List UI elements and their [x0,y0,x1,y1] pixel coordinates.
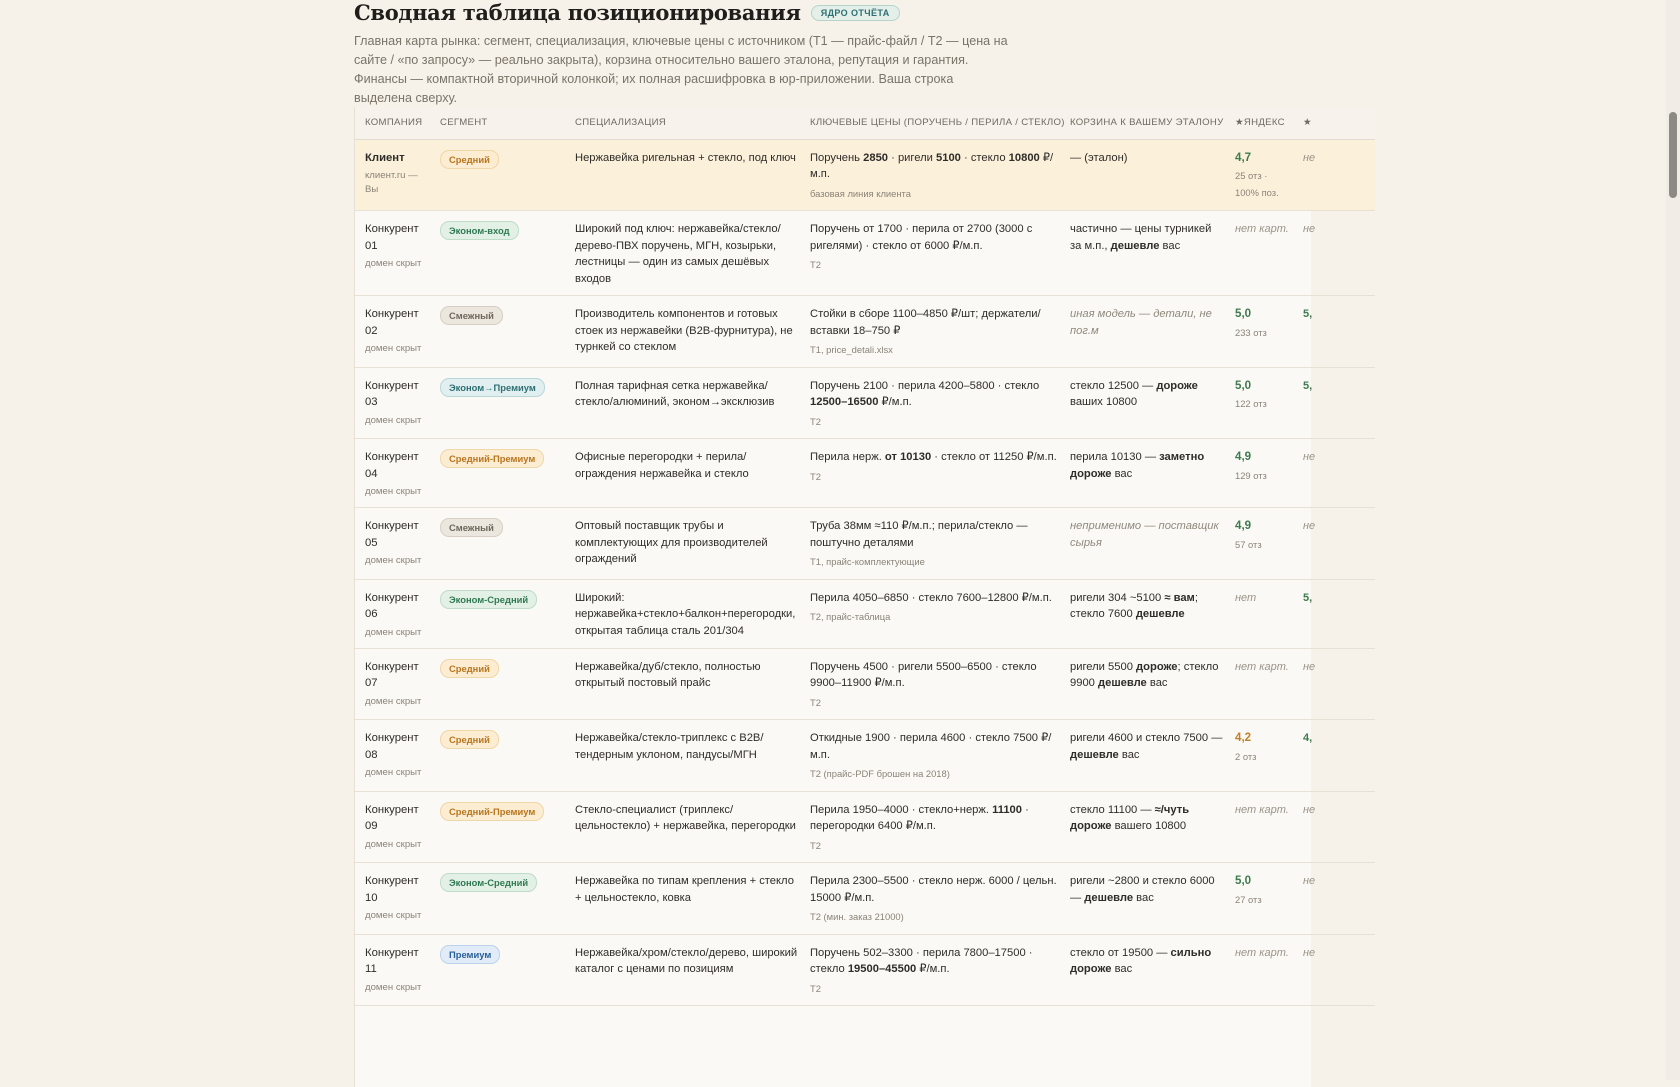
price-source: T2 [810,839,821,851]
company-domain: домен скрыт [365,626,422,638]
review-count: 2 отз [1235,750,1257,762]
basket-cell: — (эталон) [1060,139,1225,211]
scrollbar-thumb[interactable] [1669,112,1677,198]
company-name: Конкурент 01 [365,223,419,252]
rating-cell [1225,934,1293,1006]
price-source: T2 [810,982,821,994]
extra-rating: 5, [1303,591,1313,604]
company-cell [355,791,430,863]
company-cell [355,579,430,648]
company-name: Конкурент 02 [365,308,419,337]
extra-rating-cell [1293,367,1375,439]
price-source: T2 (мин. заказ 21000) [810,911,904,922]
basket-cell: стекло 12500 — дороже ваших 10800 [1060,367,1225,439]
company-domain: клиент.ru — Вы [365,170,418,195]
basket-cell: иная модель — детали, не пог.м [1060,296,1225,368]
review-count: 233 отз [1235,326,1267,338]
price-source: T2 [810,259,821,270]
segment-badge: Премиум [440,945,500,964]
segment-badge: Эконом-Средний [440,873,537,892]
company-cell [355,139,430,211]
segment-badge: Средний [440,150,499,169]
table-row[interactable] [355,296,1375,368]
specialization-cell: Нержавейка/хром/стекло/дерево, широкий каталог с ценами по позициям [565,934,800,1006]
extra-rating-cell [1293,934,1375,1006]
lead-paragraph: Главная карта рынка: сегмент, специализация, ключевые цены с источником (T1 — прайс-файл / T2 — цена на сайте / «по запросу» — реально закрыта), корзина относительно вашего эталона, репутация и гарантия. Финансы — компактной вторичной колонкой; их полная расшифровка в юр-приложении. Ваша строка выделена сверху. [354,34,1008,105]
page-scrollbar[interactable] [1666,0,1680,1080]
extra-rating-cell [1293,139,1375,211]
company-name: Конкурент 09 [365,803,419,832]
company-domain: домен скрыт [365,838,422,850]
column-header-segment[interactable]: СЕГМЕНТ [430,107,565,139]
segment-cell [430,934,565,1006]
segment-badge: Средний [440,659,499,678]
yandex-rating: 4,7 [1235,150,1252,164]
prices-cell [800,720,1060,792]
company-domain: домен скрыт [365,414,422,426]
key-prices: Перила 1950–4000 · стекло+нерж. 11100 · перегородки 6400 ₽/м.п. [810,803,1029,832]
segment-cell [430,367,565,439]
segment-badge: Смежный [440,518,503,537]
extra-rating-cell [1293,211,1375,296]
specialization-cell: Нержавейка/дуб/стекло, полностью открытый постовый прайс [565,648,800,720]
rating-cell [1225,791,1293,863]
basket-cell: неприменимо — поставщик сырья [1060,508,1225,580]
segment-cell [430,211,565,296]
page-title: Сводная таблица позиционирования [354,0,801,25]
basket-cell: стекло 11100 — ≈/чуть дороже вашего 10800 [1060,791,1225,863]
rating-cell [1225,579,1293,648]
specialization-cell: Нержавейка/стекло-триплекс с B2B/тендерным уклоном, пандусы/МГН [565,720,800,792]
rating-cell [1225,863,1293,935]
company-domain: домен скрыт [365,343,422,354]
extra-rating: не [1303,660,1316,673]
prices-cell [800,863,1060,935]
segment-badge: Эконом-вход [440,221,519,240]
company-domain: домен скрыт [365,555,422,566]
price-source: T2 [810,696,821,708]
key-prices: Поручень 2100 · перила 4200–5800 · стекло 12500–16500 ₽/м.п. [810,379,1040,408]
price-source: T2 [810,470,821,482]
price-source: T1, price_detali.xlsx [810,344,893,355]
client-row[interactable] [355,139,1375,211]
column-header-key-prices[interactable]: КЛЮЧЕВЫЕ ЦЕНЫ (ПОРУЧЕНЬ / ПЕРИЛА / СТЕКЛО) [800,107,1060,139]
rating-cell [1225,211,1293,296]
segment-cell [430,863,565,935]
yandex-rating: 4,9 [1235,519,1252,532]
key-prices: Поручень 2850 · ригели 5100 · стекло 10800 ₽/м.п. [810,151,1054,180]
basket-cell: перила 10130 — заметно дороже вас [1060,439,1225,508]
segment-badge: Средний [440,730,499,749]
table-row[interactable] [355,211,1375,296]
specialization-cell: Нержавейка по типам крепления + стекло + цельностекло, ковка [565,863,800,935]
key-prices: Стойки в сборе 1100–4850 ₽/шт; держатели/вставки 18–750 ₽ [810,308,1041,337]
company-name: Конкурент 08 [365,732,419,761]
prices-cell [800,791,1060,863]
rating-cell [1225,367,1293,439]
basket-cell: ригели 304 ~5100 ≈ вам; стекло 7600 дешевле [1060,579,1225,648]
extra-rating: не [1303,520,1316,532]
report-section [354,0,1314,108]
positioning-table-container[interactable] [354,107,1316,1087]
segment-cell [430,139,565,211]
segment-cell [430,296,565,368]
rating-none: нет карт. [1235,660,1289,673]
key-prices: Поручень 4500 · ригели 5500–6500 · стекло 9900–11900 ₽/м.п. [810,660,1037,689]
key-prices: Труба 38мм ≈110 ₽/м.п.; перила/стекло — поштучно деталями [810,520,1028,549]
rating-none: нет карт. [1235,223,1289,235]
basket-cell: частично — цены турникей за м.п., дешевле вас [1060,211,1225,296]
extra-rating: не [1303,946,1316,959]
extra-rating-cell [1293,863,1375,935]
company-cell [355,934,430,1006]
segment-cell [430,579,565,648]
specialization-cell: Широкий под ключ: нержавейка/стекло/дерево-ПВХ поручень, МГН, козырьки, лестницы — один из самых дешёвых входов [565,211,800,296]
segment-badge: Средний-Премиум [440,802,544,821]
rating-cell [1225,139,1293,211]
company-name: Конкурент 11 [365,946,419,975]
rating-cell [1225,439,1293,508]
column-header-company[interactable]: КОМПАНИЯ [355,107,430,139]
table-row[interactable] [355,508,1375,580]
extra-rating: 5, [1303,379,1313,392]
company-domain: домен скрыт [365,258,422,269]
extra-rating: не [1303,875,1316,887]
rating-none: нет карт. [1235,803,1289,816]
review-count: 129 отз [1235,469,1267,481]
review-count: 122 отз [1235,398,1267,409]
prices-cell [800,934,1060,1006]
basket-cell: ригели 4600 и стекло 7500 — дешевле вас [1060,720,1225,792]
rating-cell [1225,296,1293,368]
company-name: Конкурент 07 [365,660,419,689]
extra-rating: не [1303,223,1316,235]
price-source: T2 (прайс-PDF брошен на 2018) [810,768,950,779]
prices-cell [800,367,1060,439]
rating-none: нет [1235,591,1257,604]
price-source: базовая линия клиента [810,187,911,199]
prices-cell [800,579,1060,648]
company-name: Конкурент 06 [365,591,419,620]
price-source: T2, прайс-таблица [810,611,891,622]
segment-cell [430,720,565,792]
company-domain: домен скрыт [365,486,422,497]
extra-rating-cell [1293,296,1375,368]
table-row[interactable] [355,648,1375,720]
company-name: Конкурент 03 [365,379,419,408]
extra-rating-cell [1293,791,1375,863]
review-count: 25 отз · 100% поз. [1235,170,1279,198]
price-source: T2 [810,415,821,427]
rating-cell [1225,720,1293,792]
prices-cell [800,139,1060,211]
title-row [354,0,1314,26]
company-cell [355,439,430,508]
company-domain: домен скрыт [365,981,422,993]
extra-rating-cell [1293,439,1375,508]
yandex-rating: 5,0 [1235,378,1252,392]
company-cell [355,648,430,720]
key-prices: Откидные 1900 · перила 4600 · стекло 7500 ₽/м.п. [810,732,1052,761]
prices-cell [800,648,1060,720]
company-name: Конкурент 10 [365,875,419,904]
segment-cell [430,648,565,720]
price-source: T1, прайс-комплектующие [810,556,925,567]
key-prices: Перила 2300–5500 · стекло нерж. 6000 / цельн. 15000 ₽/м.п. [810,875,1057,904]
extra-rating: не [1303,151,1316,164]
company-name: Конкурент 04 [365,451,419,480]
prices-cell [800,296,1060,368]
extra-rating-cell [1293,508,1375,580]
extra-rating: не [1303,803,1316,816]
segment-badge: Смежный [440,306,503,325]
table-row[interactable] [355,367,1375,439]
company-domain: домен скрыт [365,695,422,707]
table-row[interactable] [355,439,1375,508]
company-name: Конкурент 05 [365,520,419,549]
extra-rating-cell [1293,579,1375,648]
review-count: 57 отз [1235,538,1262,550]
report-core-badge: ЯДРО ОТЧЁТА [811,5,900,21]
table-row[interactable] [355,863,1375,935]
table-row[interactable] [355,579,1375,648]
table-row[interactable] [355,791,1375,863]
company-cell [355,296,430,368]
column-header-specialization[interactable]: СПЕЦИАЛИЗАЦИЯ [565,107,800,139]
key-prices: Перила нерж. от 10130 · стекло от 11250 ₽/м.п. [810,451,1057,463]
segment-cell [430,791,565,863]
specialization-cell: Офисные перегородки + перила/ограждения нержавейка и стекло [565,439,800,508]
prices-cell [800,439,1060,508]
key-prices: Поручень от 1700 · перила от 2700 (3000 с ригелями) · стекло от 6000 ₽/м.п. [810,223,1033,252]
yandex-rating: 4,9 [1235,450,1252,463]
specialization-cell: Широкий: нержавейка+стекло+балкон+перегородки, открытая таблица сталь 201/304 [565,579,800,648]
positioning-table [355,107,1375,1006]
rating-none: нет карт. [1235,946,1289,959]
company-cell [355,863,430,935]
prices-cell [800,508,1060,580]
column-header-rating-2[interactable]: ★ [1293,107,1375,139]
extra-rating-cell [1293,720,1375,792]
column-header-yandex-rating[interactable]: ★ЯНДЕКС [1225,107,1293,139]
yandex-rating: 5,0 [1235,307,1252,320]
basket-cell: ригели ~2800 и стекло 6000 — дешевле вас [1060,863,1225,935]
basket-cell: ригели 5500 дороже; стекло 9900 дешевле вас [1060,648,1225,720]
segment-cell [430,439,565,508]
table-header-row [355,107,1375,139]
segment-badge: Средний-Премиум [440,449,544,468]
segment-badge: Эконом→Премиум [440,378,545,397]
extra-rating: не [1303,451,1316,463]
company-cell [355,720,430,792]
company-name: Клиент [365,151,405,164]
segment-cell [430,508,565,580]
company-domain: домен скрыт [365,767,422,778]
table-row[interactable] [355,720,1375,792]
company-cell [355,211,430,296]
rating-cell [1225,648,1293,720]
rating-cell [1225,508,1293,580]
key-prices: Перила 4050–6850 · стекло 7600–12800 ₽/м.п. [810,591,1052,604]
basket-cell: стекло от 19500 — сильно дороже вас [1060,934,1225,1006]
extra-rating: 5, [1303,308,1313,320]
extra-rating-cell [1293,648,1375,720]
specialization-cell: Стекло-специалист (триплекс/цельностекло) + нержавейка, перегородки [565,791,800,863]
review-count: 27 отз [1235,893,1262,905]
specialization-cell: Нержавейка ригельная + стекло, под ключ [565,139,800,211]
specialization-cell: Полная тарифная сетка нержавейка/стекло/алюминий, эконом→эксклюзив [565,367,800,439]
specialization-cell: Производитель компонентов и готовых стоек из нержавейки (B2B-фурнитура), не турнкей со стеклом [565,296,800,368]
column-header-basket[interactable]: КОРЗИНА К ВАШЕМУ ЭТАЛОНУ [1060,107,1225,139]
key-prices: Поручень 502–3300 · перила 7800–17500 · стекло 19500–45500 ₽/м.п. [810,946,1033,975]
specialization-cell: Оптовый поставщик трубы и комплектующих для производителей ограждений [565,508,800,580]
extra-rating: 4, [1303,732,1313,744]
company-cell [355,508,430,580]
prices-cell [800,211,1060,296]
yandex-rating: 4,2 [1235,731,1252,744]
yandex-rating: 5,0 [1235,874,1252,887]
segment-badge: Эконом-Средний [440,590,537,609]
table-row[interactable] [355,934,1375,1006]
company-domain: домен скрыт [365,910,422,921]
company-cell [355,367,430,439]
